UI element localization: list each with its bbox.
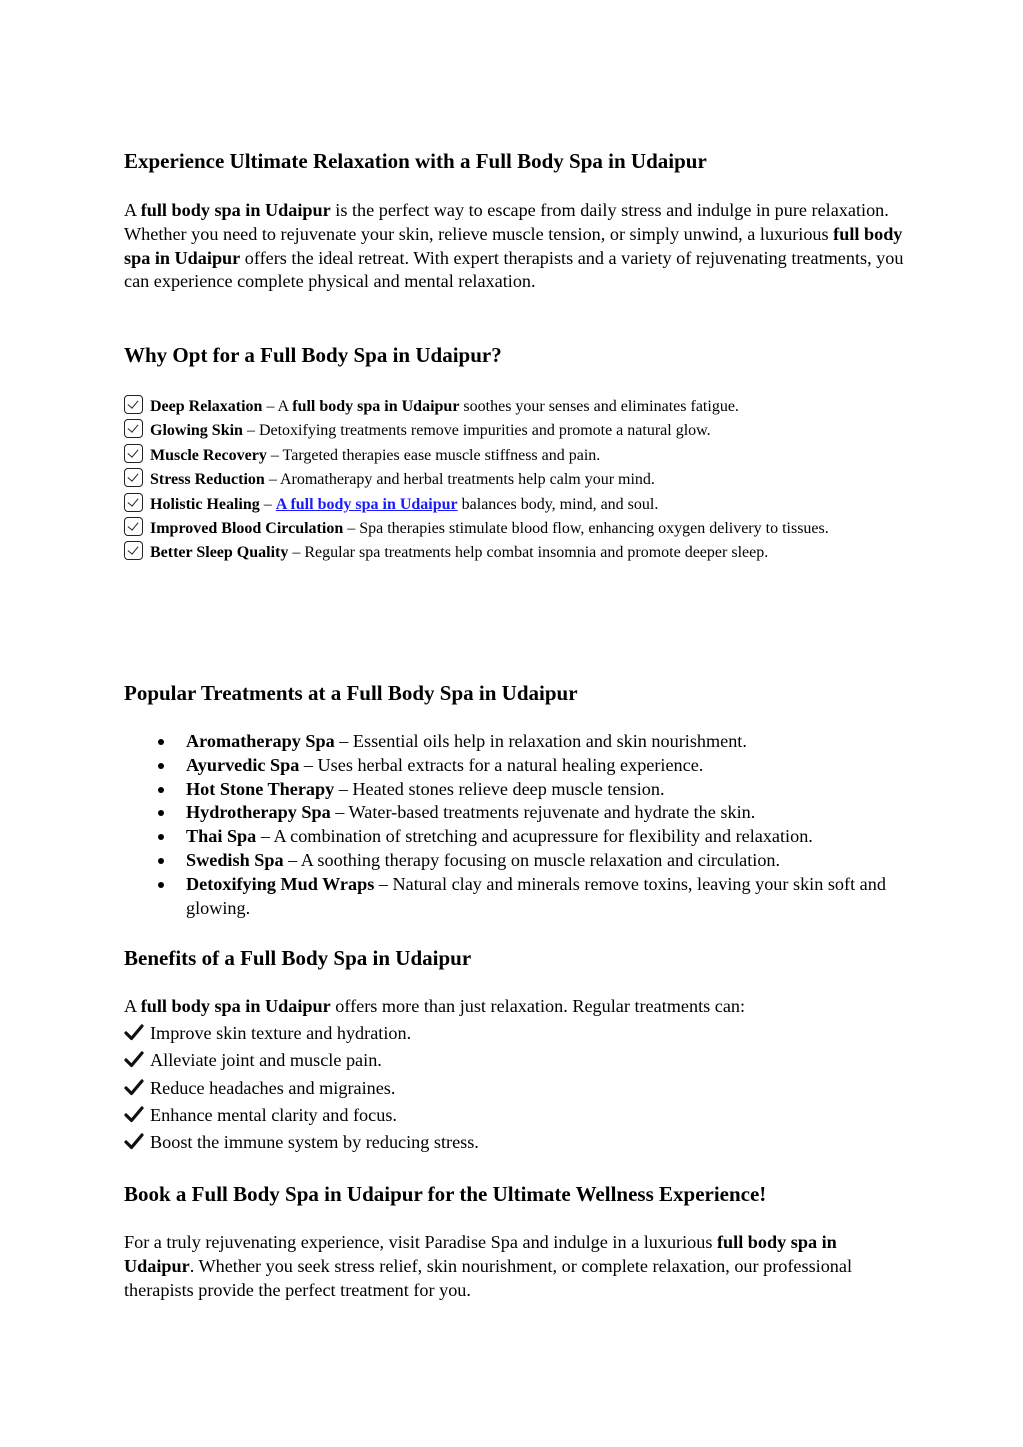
item-text: – Heated stones relieve deep muscle tension. <box>334 778 665 799</box>
item-title: Glowing Skin <box>150 422 243 440</box>
checkbox-check-icon <box>124 468 143 487</box>
benefit-text: Enhance mental clarity and focus. <box>150 1104 397 1125</box>
checkbox-check-icon <box>124 419 143 438</box>
text-span: offers the ideal retreat. With expert therapists and a variety of rejuvenating treatments, you can experience complete physical and mental relaxation. <box>124 247 904 292</box>
heavy-check-icon <box>124 1022 144 1042</box>
item-sep: – <box>259 495 276 513</box>
checklist-item <box>124 493 914 514</box>
bold-keyword: full body spa in Udaipur <box>140 996 331 1016</box>
checklist-item <box>124 444 914 465</box>
text-span: . Whether you seek stress relief, skin nourishment, or complete relaxation, our professional therapists provide the perfect treatment for you. <box>124 1255 853 1300</box>
item-title: Ayurvedic Spa <box>186 754 300 775</box>
list-item <box>186 801 914 825</box>
benefit-item <box>124 1077 914 1101</box>
heavy-check-icon <box>124 1077 144 1097</box>
list-item <box>186 825 914 849</box>
benefit-text: Alleviate joint and muscle pain. <box>150 1050 382 1071</box>
treatments-list <box>124 730 914 920</box>
item-sep: – A <box>262 398 293 415</box>
closing-paragraph <box>124 1231 909 1302</box>
section-heading-why-opt: Why Opt for a Full Body Spa in Udaipur? <box>124 343 502 367</box>
item-title: Muscle Recovery <box>150 446 267 464</box>
checklist-item <box>124 419 914 440</box>
bold-keyword: full body spa in Udaipur <box>124 1232 837 1276</box>
item-text: – Natural clay and minerals remove toxins, leaving your skin soft and glowing. <box>186 873 886 918</box>
item-text: – Aromatherapy and herbal treatments help calm your mind. <box>264 471 655 489</box>
checklist-item <box>124 395 914 416</box>
benefits-intro <box>124 995 914 1019</box>
text-span: is the perfect way to escape from daily stress and indulge in pure relaxation. Whether you need to rejuvenate your skin, relieve muscle tension, or simply unwind, a luxurious <box>124 200 889 244</box>
section-heading-benefits: Benefits of a Full Body Spa in Udaipur <box>124 946 472 970</box>
item-text: soothes your senses and eliminates fatigue. <box>459 398 739 415</box>
checklist-item <box>124 468 914 489</box>
section-heading-experience: Experience Ultimate Relaxation with a Full Body Spa in Udaipur <box>124 149 707 173</box>
benefit-text: Reduce headaches and migraines. <box>150 1077 396 1098</box>
section-heading-book: Book a Full Body Spa in Udaipur for the Ultimate Wellness Experience! <box>124 1182 767 1206</box>
item-title: Thai Spa <box>186 826 257 847</box>
benefit-item <box>124 1104 914 1128</box>
item-text: – Detoxifying treatments remove impurities and promote a natural glow. <box>242 422 711 440</box>
item-title: Better Sleep Quality <box>150 544 289 562</box>
text-span: A <box>124 200 141 220</box>
text-span: A <box>124 996 141 1016</box>
item-title: Hydrotherapy Spa <box>186 802 331 823</box>
spa-link[interactable]: A full body spa in Udaipur <box>275 495 458 513</box>
list-item <box>186 730 914 754</box>
checklist-item <box>124 517 914 538</box>
list-item <box>186 849 914 873</box>
item-text: – Targeted therapies ease muscle stiffness and pain. <box>266 446 601 464</box>
item-text: – Water-based treatments rejuvenate and hydrate the skin. <box>330 802 756 823</box>
bold-keyword: full body spa in Udaipur <box>140 200 331 220</box>
item-text: balances body, mind, and soul. <box>457 495 659 513</box>
list-item <box>186 754 914 778</box>
item-title: Detoxifying Mud Wraps <box>186 873 375 894</box>
text-span: For a truly rejuvenating experience, visit Paradise Spa and indulge in a luxurious <box>124 1232 717 1252</box>
why-opt-checklist <box>124 395 914 562</box>
intro-paragraph <box>124 199 909 294</box>
item-title: Deep Relaxation <box>150 398 263 415</box>
benefit-text: Boost the immune system by reducing stress. <box>150 1131 479 1152</box>
item-text: – Regular spa treatments help combat insomnia and promote deeper sleep. <box>288 544 769 562</box>
bold-keyword: full body spa in Udaipur <box>124 223 903 268</box>
item-title: Improved Blood Circulation <box>150 519 344 537</box>
item-title: Holistic Healing <box>150 495 260 513</box>
heavy-check-icon <box>124 1104 144 1124</box>
benefits-block <box>124 995 914 1158</box>
checkbox-check-icon <box>124 395 143 414</box>
item-title: Aromatherapy Spa <box>186 731 335 751</box>
item-text: – Uses herbal extracts for a natural healing experience. <box>299 754 704 775</box>
item-title: Hot Stone Therapy <box>186 778 335 799</box>
checkbox-check-icon <box>124 541 143 560</box>
checkbox-check-icon <box>124 444 143 463</box>
item-text: – Essential oils help in relaxation and skin nourishment. <box>334 731 747 751</box>
list-item <box>186 778 914 802</box>
heavy-check-icon <box>124 1131 144 1151</box>
item-text: – Spa therapies stimulate blood flow, enhancing oxygen delivery to tissues. <box>343 519 829 537</box>
benefit-item <box>124 1049 914 1073</box>
text-span: offers more than just relaxation. Regular treatments can: <box>330 996 746 1016</box>
list-item <box>186 873 914 921</box>
bold-keyword: full body spa in Udaipur <box>292 398 460 415</box>
checkbox-check-icon <box>124 493 143 512</box>
checklist-item <box>124 541 914 562</box>
section-heading-popular-treatments: Popular Treatments at a Full Body Spa in Udaipur <box>124 681 578 705</box>
item-text: – A soothing therapy focusing on muscle relaxation and circulation. <box>283 849 781 870</box>
item-title: Stress Reduction <box>150 471 265 489</box>
item-text: – A combination of stretching and acupressure for flexibility and relaxation. <box>256 826 813 847</box>
item-title: Swedish Spa <box>186 849 284 870</box>
benefit-item <box>124 1131 914 1155</box>
benefit-item <box>124 1022 914 1046</box>
benefit-text: Improve skin texture and hydration. <box>150 1023 412 1044</box>
heavy-check-icon <box>124 1049 144 1069</box>
checkbox-check-icon <box>124 517 143 536</box>
